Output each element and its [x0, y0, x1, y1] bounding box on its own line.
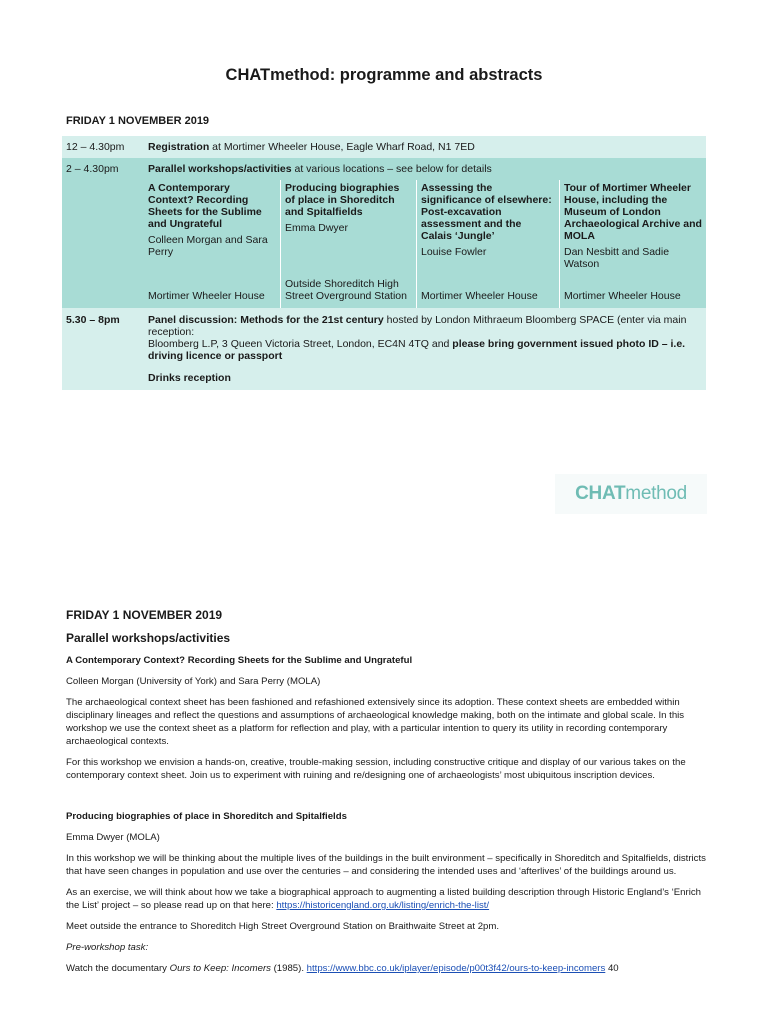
workshops-row: [62, 180, 706, 308]
panel-address: Bloomberg L.P, 3 Queen Victoria Street, London, EC4N 4TQ and: [148, 338, 453, 350]
workshop2-meeting: Meet outside the entrance to Shoreditch High Street Overground Station on Braithwaite Street at 2pm.: [66, 921, 500, 932]
watch-prefix: Watch the documentary: [66, 963, 170, 974]
registration-time: 12 – 4.30pm: [66, 141, 125, 153]
workshop-location: Mortimer Wheeler House: [564, 290, 681, 302]
workshop1-paragraph: For this workshop we envision a hands-on, creative, trouble-making session, including constructive critique and display of our various takes on the contemporary context sheet. Join us to experiment with ruining and re/designing one of archaeologists’ most ubiquitous inscription devices.: [66, 757, 686, 781]
workshop-people: Emma Dwyer: [285, 222, 349, 234]
workshop-title: A Contemporary Context? Recording Sheets for the Sublime and Ungrateful: [148, 182, 262, 230]
parallel-row: [62, 158, 706, 180]
panel-time: 5.30 – 8pm: [66, 314, 120, 326]
panel-host: hosted by London Mithraeum Bloomberg SPACE (enter via main reception:: [148, 314, 687, 338]
workshop-cell: [280, 180, 416, 308]
workshop-location: Mortimer Wheeler House: [148, 290, 265, 302]
workshop-people: Colleen Morgan and Sara Perry: [148, 234, 268, 258]
workshop-title: Tour of Mortimer Wheeler House, including the Museum of London Archaeological Archive and MOLA: [564, 182, 702, 242]
workshop2-paragraph: In this workshop we will be thinking about the multiple lives of the buildings in the built environment – specifically in Shoreditch and Spitalfields, districts that have seen changes in population and use over the centuries – and considering the intended uses and ‘afterlives’ of the buildings around us.: [66, 853, 706, 877]
page-title: CHATmethod: programme and abstracts: [225, 66, 543, 84]
pre-workshop-task-label: Pre-workshop task:: [66, 942, 149, 953]
parallel-note: at various locations – see below for details: [291, 163, 492, 175]
registration-row: [62, 136, 706, 158]
drinks-reception: Drinks reception: [148, 372, 231, 384]
workshop2-title: Producing biographies of place in Shoreditch and Spitalfields: [66, 811, 347, 822]
logo-light-text: method: [625, 483, 687, 504]
panel-label: Panel discussion: Methods for the 21st century: [148, 314, 384, 326]
section-heading: Parallel workshops/activities: [66, 631, 231, 645]
workshop-people: Dan Nesbitt and Sadie Watson: [564, 246, 670, 270]
watch-documentary: [66, 962, 706, 975]
workshop-cell: [559, 180, 706, 308]
enrich-the-list-link[interactable]: https://historicengland.org.uk/listing/enrich-the-list/: [276, 900, 490, 911]
workshop-title: Producing biographies of place in Shoreditch and Spitalfields: [285, 182, 400, 218]
workshop-cell: [144, 180, 280, 308]
workshop2-people: Emma Dwyer (MOLA): [66, 832, 160, 843]
documentary-title: Ours to Keep: Incomers: [169, 963, 271, 974]
registration-detail: [144, 141, 706, 153]
panel-id-note: please bring government issued photo ID – i.e. driving licence or passport: [148, 338, 686, 362]
registration-location: at Mortimer Wheeler House, Eagle Wharf Road, N1 7ED: [209, 141, 475, 153]
workshop-location: Mortimer Wheeler House: [421, 290, 538, 302]
chatmethod-logo: [555, 474, 707, 514]
parallel-label: Parallel workshops/activities: [148, 163, 292, 175]
pre-workshop-task: [66, 941, 706, 954]
programme-date: FRIDAY 1 NOVEMBER 2019: [66, 115, 210, 127]
bbc-iplayer-link[interactable]: https://www.bbc.co.uk/iplayer/episode/p00t3f42/ours-to-keep-incomers: [306, 963, 606, 974]
registration-label: Registration: [148, 141, 210, 153]
panel-detail: [144, 314, 706, 384]
documentary-year: (1985).: [270, 963, 307, 974]
logo-bold-text: CHAT: [575, 483, 626, 504]
workshops-grid: [144, 180, 706, 308]
workshop-title: Assessing the significance of elsewhere: Post-excavation assessment and the Calais ‘Jungle’: [421, 182, 552, 242]
workshop1-title: A Contemporary Context? Recording Sheets for the Sublime and Ungrateful: [66, 655, 413, 666]
workshop1-paragraph: The archaeological context sheet has been fashioned and refashioned extensively since its adoption. These context sheets are embedded within disciplinary lineages and reflect the questions and assumptions of archaeological knowledge making, both on the intimate and global scale. In this workshop we use the context sheet as a platform for reflection and play, with a particular intention to query its utility in recording contemporary archaeological contexts.: [66, 697, 685, 747]
page-number: 40: [605, 963, 619, 974]
parallel-detail: [144, 163, 706, 175]
workshop-cell: [416, 180, 559, 308]
workshop-people: Louise Fowler: [421, 246, 487, 258]
abstracts-section: [66, 608, 706, 975]
panel-row: [62, 308, 706, 390]
workshop2-paragraph-text: As an exercise, we will think about how we take a biographical approach to augmenting a listed building description through Historic England’s ‘Enrich the List’ project – so please read up on that here:: [66, 887, 701, 911]
parallel-time: 2 – 4.30pm: [66, 163, 119, 175]
workshop1-people: Colleen Morgan (University of York) and Sara Perry (MOLA): [66, 676, 321, 687]
section-date: FRIDAY 1 NOVEMBER 2019: [66, 608, 223, 622]
programme-table: [62, 136, 706, 390]
workshop2-paragraph: [66, 886, 706, 912]
workshop-location: Outside Shoreditch High Street Overground Station: [285, 278, 407, 302]
